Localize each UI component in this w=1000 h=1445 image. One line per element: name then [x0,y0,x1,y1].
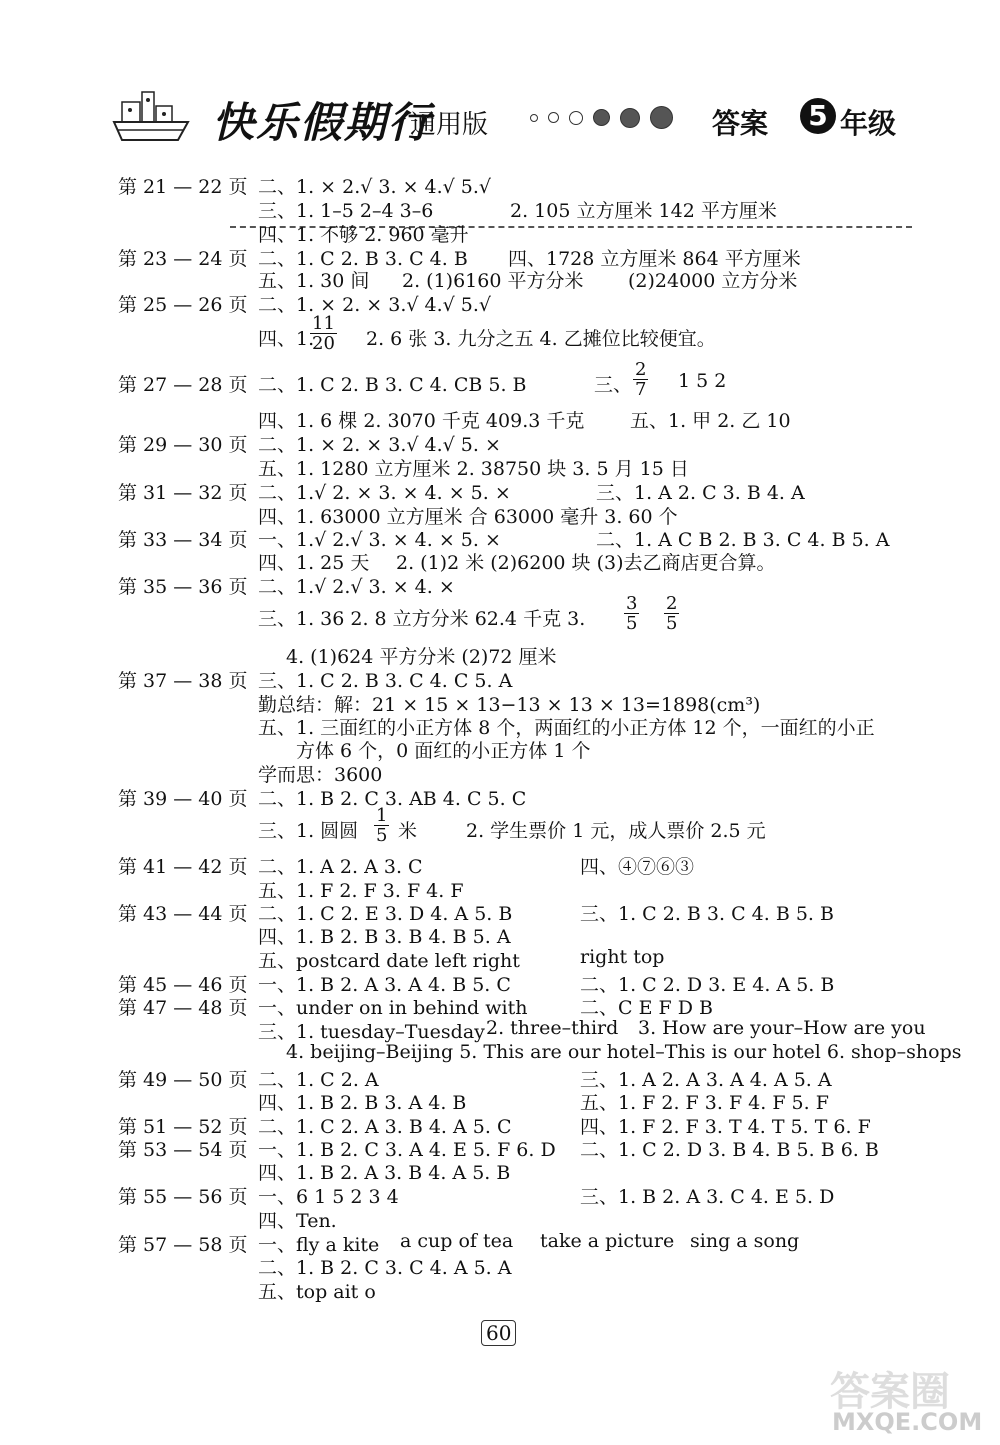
answer-line: 二、1. C 2. D 3. B 4. B 5. B 6. B [580,1139,879,1161]
answer-line: 四、1. 25 天 [258,552,370,574]
answer-line: 4. (1)624 平方分米 (2)72 厘米 [286,646,557,668]
answer-line: take a picture [540,1230,675,1252]
answer-line: 二、1.√ 2.√ 3. × 4. × [258,576,455,598]
page-range-label: 第 27 — 28 页 [118,374,248,396]
dot-icon [530,114,538,122]
answer-line: 1 5 2 [678,370,727,392]
page-range-label: 第 21 — 22 页 [118,176,248,198]
answer-line: 二、1. C 2. B 3. C 4. CB 5. B [258,374,527,396]
answer-line: 2. 105 立方厘米 142 平方厘米 [510,200,777,222]
answer-line: 五、top ait o [258,1281,376,1303]
answer-line: sing a song [690,1230,800,1252]
page-range-label: 第 57 — 58 页 [118,1234,248,1256]
dot-icon [650,106,673,129]
answer-line: 3. How are your–How are you [638,1017,926,1039]
answer-line: 一、under on in behind with [258,997,528,1019]
watermark-logo: 答案圈 [830,1369,950,1415]
answer-line: 四、Ten. [258,1210,337,1232]
answer-line: 四、1. [258,328,315,350]
page-number: 60 [481,1320,516,1346]
answer-line: 二、1. B 2. C 3. C 4. A 5. A [258,1257,512,1279]
page-range-label: 第 41 — 42 页 [118,856,248,878]
answer-line: 四、1. 63000 立方厘米 合 63000 毫升 3. 60 个 [258,506,678,528]
answer-line: 三、1. 圆圆 [258,820,359,842]
fraction-numerator: 1 [376,805,388,826]
answer-line: 五、1. F 2. F 3. F 4. F [258,880,464,902]
ship-logo-icon [112,88,190,146]
answer-line: 四、1. B 2. A 3. B 4. A 5. B [258,1162,511,1184]
answer-line: 2. 6 张 3. 九分之五 4. 乙摊位比较便宜。 [366,328,716,350]
answer-line: 五、1. 1280 立方厘米 2. 38750 块 3. 5 月 15 日 [258,458,689,480]
answer-line: 三、1. C 2. B 3. C 4. B 5. B [580,903,834,925]
answer-line: 五、postcard date left right [258,950,520,972]
answer-line: 四、1. 6 棵 2. 3070 千克 409.3 千克 [258,410,585,432]
answer-line: 三、1. A 2. A 3. A 4. A 5. A [580,1069,832,1091]
answer-line: 三、1. B 2. A 3. C 4. E 5. D [580,1186,835,1208]
answer-line: 二、1. C 2. A 3. B 4. A 5. C [258,1116,512,1138]
fraction-numerator: 11 [312,313,335,334]
answer-line: 四、1. F 2. F 3. T 4. T 5. T 6. F [580,1116,871,1138]
answer-line: 四、1728 立方厘米 864 平方厘米 [508,248,801,270]
answer-line: 米 [398,820,418,842]
fraction [374,806,389,845]
answer-line: 2. (1)6160 平方分米 [402,270,584,292]
fraction-denominator: 7 [635,379,647,400]
fraction [624,594,639,633]
page-range-label: 第 35 — 36 页 [118,576,248,598]
answer-line: 二、C E F D B [580,997,713,1019]
answer-line: 二、1. × 2. × 3.√ 4.√ 5. × [258,434,501,456]
grade-label: 年级 [840,107,897,140]
fraction [633,360,648,399]
page-range-label: 第 25 — 26 页 [118,294,248,316]
answer-line: 一、1. B 2. C 3. A 4. E 5. F 6. D [258,1139,556,1161]
answer-line: a cup of tea [400,1230,514,1252]
fraction-denominator: 20 [312,333,335,354]
answer-line: 一、1. B 2. A 3. A 4. B 5. C [258,974,511,996]
fraction-denominator: 5 [626,613,638,634]
answer-line: 一、6 1 5 2 3 4 [258,1186,399,1208]
page-range-label: 第 23 — 24 页 [118,248,248,270]
decorative-dots [530,106,673,129]
fraction-numerator: 2 [666,593,678,614]
answer-line: 五、1. 三面红的小正方体 8 个，两面红的小正方体 12 个，一面红的小正 [258,717,875,739]
fraction-numerator: 2 [635,359,647,380]
answer-line: 二、1. A C B 2. B 3. C 4. B 5. A [596,529,890,551]
page-range-label: 第 49 — 50 页 [118,1069,248,1091]
page-range-label: 第 53 — 54 页 [118,1139,248,1161]
answer-line: 4. beijing–Beijing 5. This are our hotel–This is our hotel 6. shop–shops [286,1041,962,1063]
answer-line: 三、1. A 2. C 3. B 4. A [596,482,805,504]
answer-line: 四、1. B 2. B 3. A 4. B [258,1092,467,1114]
page-header [0,80,1000,160]
answer-line: 二、1. C 2. B 3. C 4. B [258,248,468,270]
grade-number-badge: 5 [800,98,836,134]
page-range-label: 第 45 — 46 页 [118,974,248,996]
answer-line: 2. 学生票价 1 元，成人票价 2.5 元 [466,820,766,842]
page-range-label: 第 29 — 30 页 [118,434,248,456]
fraction-numerator: 3 [626,593,638,614]
page-range-label: 第 55 — 56 页 [118,1186,248,1208]
page-range-label: 第 47 — 48 页 [118,997,248,1019]
page-range-label: 第 39 — 40 页 [118,788,248,810]
answer-line: 方体 6 个，0 面红的小正方体 1 个 [296,740,591,762]
edition-label: 通用版 [410,110,489,140]
answer-line: (2)24000 立方分米 [628,270,798,292]
page-range-label: 第 43 — 44 页 [118,903,248,925]
answer-line: 四、1. 不够 2. 960 毫升 [258,224,469,246]
dot-icon [593,109,610,126]
answer-label: 答案 [712,107,769,140]
answer-line: 二、1. C 2. E 3. D 4. A 5. B [258,903,513,925]
page-range-label: 第 31 — 32 页 [118,482,248,504]
page-range-label: 第 51 — 52 页 [118,1116,248,1138]
answer-line: 四、1. B 2. B 3. B 4. B 5. A [258,926,511,948]
brand-title: 快乐假期行 [212,98,433,147]
fraction-denominator: 5 [376,825,388,846]
watermark-url: MXQE.COM [832,1408,983,1436]
answer-line: 二、1. C 2. D 3. E 4. A 5. B [580,974,835,996]
answer-line: 一、1.√ 2.√ 3. × 4. × 5. × [258,529,501,551]
answer-line: 二、1.√ 2. × 3. × 4. × 5. × [258,482,511,504]
answer-line: 勤总结：解：21 × 15 × 13−13 × 13 × 13=1898(cm³) [258,694,761,716]
answer-line: 二、1. × 2.√ 3. × 4.√ 5.√ [258,176,492,198]
answer-line: 三、 [594,374,633,396]
answer-line: 学而思：3600 [258,764,383,786]
answer-line: 二、1. × 2. × 3.√ 4.√ 5.√ [258,294,492,316]
dot-icon [548,112,559,123]
fraction [664,594,679,633]
dot-icon [620,108,640,128]
answer-line: right top [580,946,665,968]
answer-line: 二、1. C 2. A [258,1069,379,1091]
answer-line: 二、1. B 2. C 3. AB 4. C 5. C [258,788,527,810]
answer-line: 2. (1)2 米 (2)6200 块 (3)去乙商店更合算。 [396,552,776,574]
answer-line: 三、1. 36 2. 8 立方分米 62.4 千克 3. [258,608,586,630]
dot-icon [569,111,583,125]
fraction-denominator: 5 [666,613,678,634]
answer-line: 五、1. 30 间 [258,270,370,292]
answer-line: 五、1. 甲 2. 乙 10 [630,410,791,432]
answer-line: 一、fly a kite [258,1234,380,1256]
page-range-label: 第 33 — 34 页 [118,529,248,551]
answer-line: 三、1. 1–5 2–4 3–6 [258,200,434,222]
fraction [310,314,337,353]
page-range-label: 第 37 — 38 页 [118,670,248,692]
answer-line: 2. three–third [486,1017,619,1039]
answer-line: 三、1. C 2. B 3. C 4. C 5. A [258,670,513,692]
answer-line: 五、1. F 2. F 3. F 4. F 5. F [580,1092,829,1114]
answer-line: 四、④⑦⑥③ [580,856,695,878]
answer-line: 二、1. A 2. A 3. C [258,856,423,878]
answer-line: 三、1. tuesday–Tuesday [258,1021,485,1043]
